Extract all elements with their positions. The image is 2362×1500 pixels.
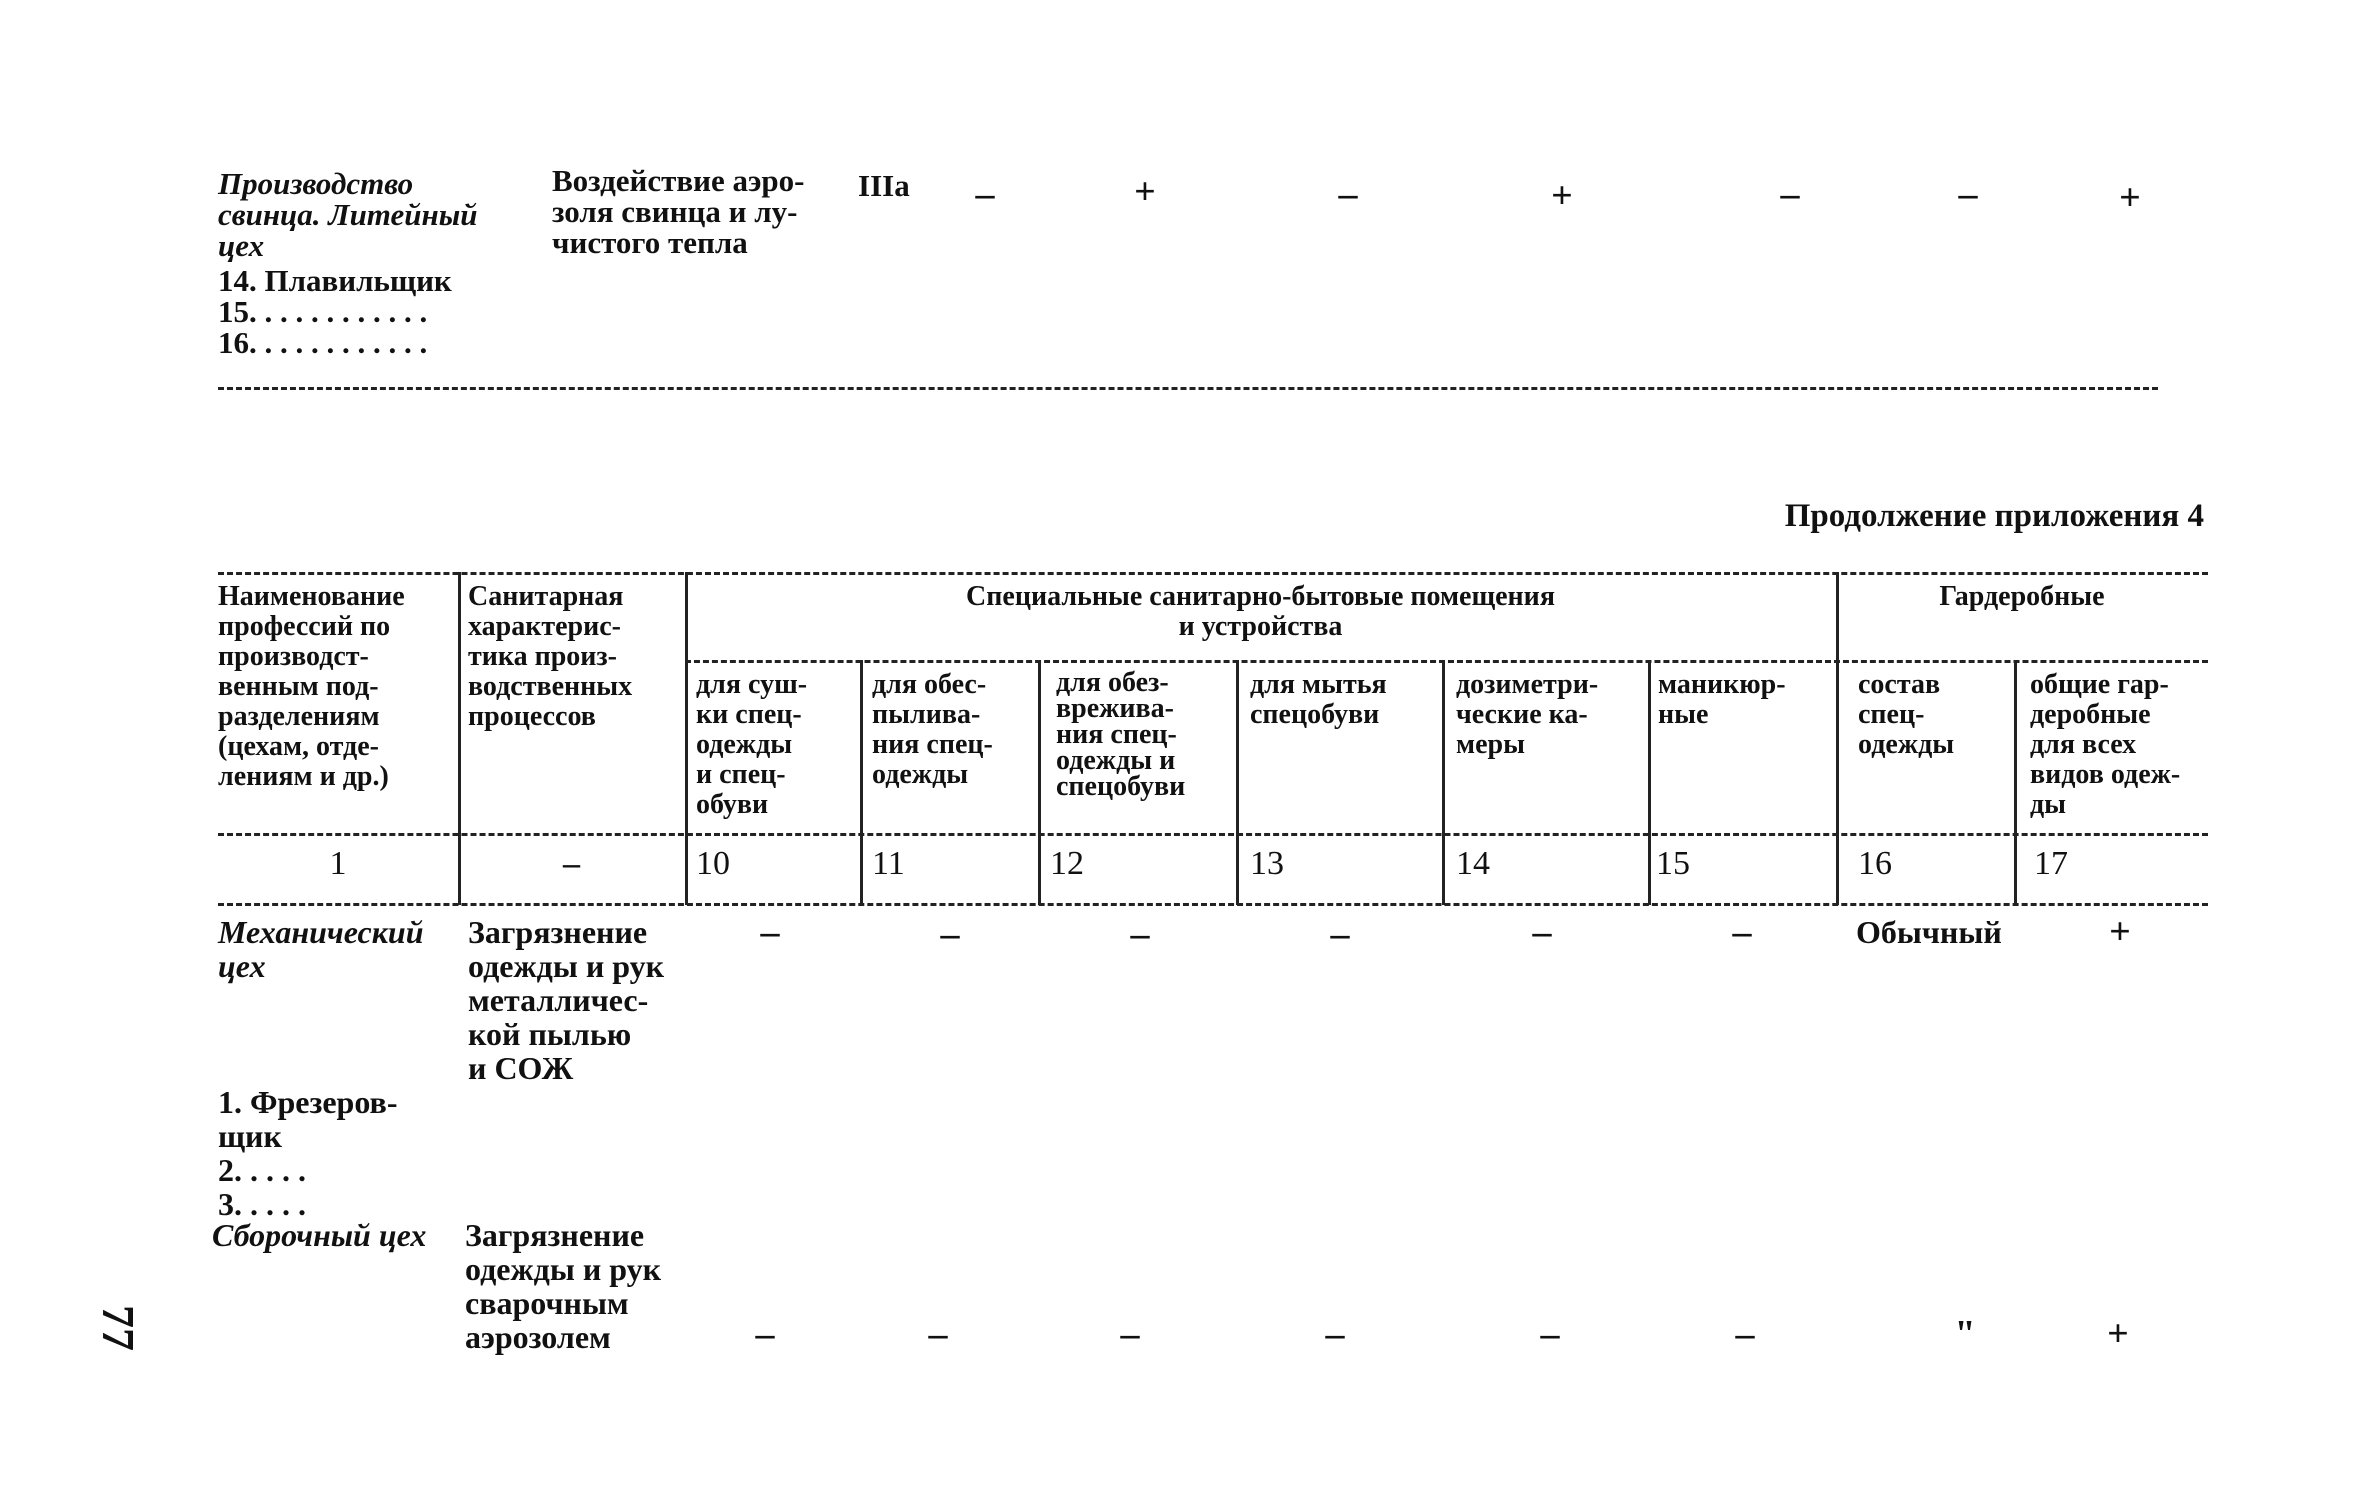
subheader-col13: для мытья спецобуви [1250, 669, 1387, 730]
mark: – [1732, 911, 1752, 953]
column-divider [1236, 660, 1239, 905]
wardrobe-type: Обычный [1856, 914, 2002, 950]
mark: – [760, 911, 780, 953]
col-number: 17 [2034, 845, 2068, 882]
mark: – [1130, 913, 1150, 955]
col-number: 14 [1456, 845, 1490, 882]
col-number: 1 [329, 845, 347, 882]
subheader-col12: для обез- врежива- ния спец- одежды и спецобуви [1056, 667, 1186, 802]
page-number: 77 [93, 1305, 144, 1351]
mark: – [1330, 913, 1350, 955]
subheader-col11: для обес- пылива- ния спец- одежды [872, 669, 993, 790]
mark: – [928, 1313, 948, 1355]
profession-list: 14. Плавильщик 15. . . . . . . . . . . . 16. . . . . . . . . . . . [218, 263, 452, 360]
row1-hazard: Загрязнение одежды и рук металличес- кой пылью и СОЖ [468, 914, 665, 1086]
mark: – [1532, 911, 1552, 953]
group-header-wardrobe: Гардеробные [1939, 581, 2105, 612]
mark: + [2107, 1313, 2129, 1355]
subheader-border [685, 660, 2208, 663]
mark: – [1120, 1313, 1140, 1355]
mark: + [2119, 177, 2141, 219]
col-number: 13 [1250, 845, 1284, 882]
subheader-col17: общие гар- деробные для всех видов одеж- ды [2030, 669, 2181, 820]
row2-section: Сборочный цех [212, 1217, 427, 1253]
group-header-special: Специальные санитарно-бытовые помещения и устройства [966, 581, 1555, 642]
mark: – [975, 173, 995, 215]
subheader-col15: маникюр- ные [1658, 669, 1786, 730]
column-divider [1038, 660, 1041, 905]
hazard-description: Воздействие аэро- золя свинца и лу- чистого тепла [552, 163, 805, 260]
row1-professions: 1. Фрезеров- щик 2. . . . . 3. . . . . [218, 1084, 398, 1222]
section-title: Производство свинца. Литейный цех [218, 166, 478, 263]
subheader-col14: дозиметри- ческие ка- меры [1456, 669, 1599, 760]
col1-header: Наименование профессий по производст- венным под- разделениям (цехам, отде- лениям и др.) [218, 581, 405, 792]
ditto-mark: " [1954, 1313, 1976, 1355]
col-number: 16 [1858, 845, 1892, 882]
mark: + [1134, 171, 1156, 213]
continuation-caption: Продолжение приложения 4 [1784, 498, 2204, 534]
row2-hazard: Загрязнение одежды и рук сварочным аэрозолем [465, 1217, 662, 1355]
mark: – [755, 1313, 775, 1355]
mark: – [1540, 1313, 1560, 1355]
mark: – [940, 913, 960, 955]
col-number: 15 [1656, 845, 1690, 882]
subheader-col10: для суш- ки спец- одежды и спец- обуви [696, 669, 808, 820]
mark: – [1958, 173, 1978, 215]
col2-header: Санитарная характерис- тика произ- водственных процессов [468, 581, 633, 732]
mark: – [1780, 173, 1800, 215]
divider [218, 387, 2158, 390]
mark: – [1338, 173, 1358, 215]
mark: – [1325, 1313, 1345, 1355]
header-bottom-border [218, 833, 2208, 836]
subheader-col16: состав спец- одежды [1858, 669, 1955, 760]
mark: + [2109, 911, 2131, 953]
table-top-border [218, 572, 2208, 575]
col-number: 11 [872, 845, 905, 882]
col-number: 12 [1050, 845, 1084, 882]
numbers-bottom-border [218, 903, 2208, 906]
mark: – [1735, 1313, 1755, 1355]
col-number: – [563, 845, 580, 882]
col-number: 10 [696, 845, 730, 882]
column-divider [1648, 660, 1651, 905]
column-divider [1442, 660, 1445, 905]
column-divider [1836, 572, 1839, 905]
row1-section: Механический цех [218, 914, 424, 984]
column-divider [860, 660, 863, 905]
group-class: IIIа [858, 168, 910, 203]
mark: + [1551, 175, 1573, 217]
column-divider [2014, 660, 2017, 905]
